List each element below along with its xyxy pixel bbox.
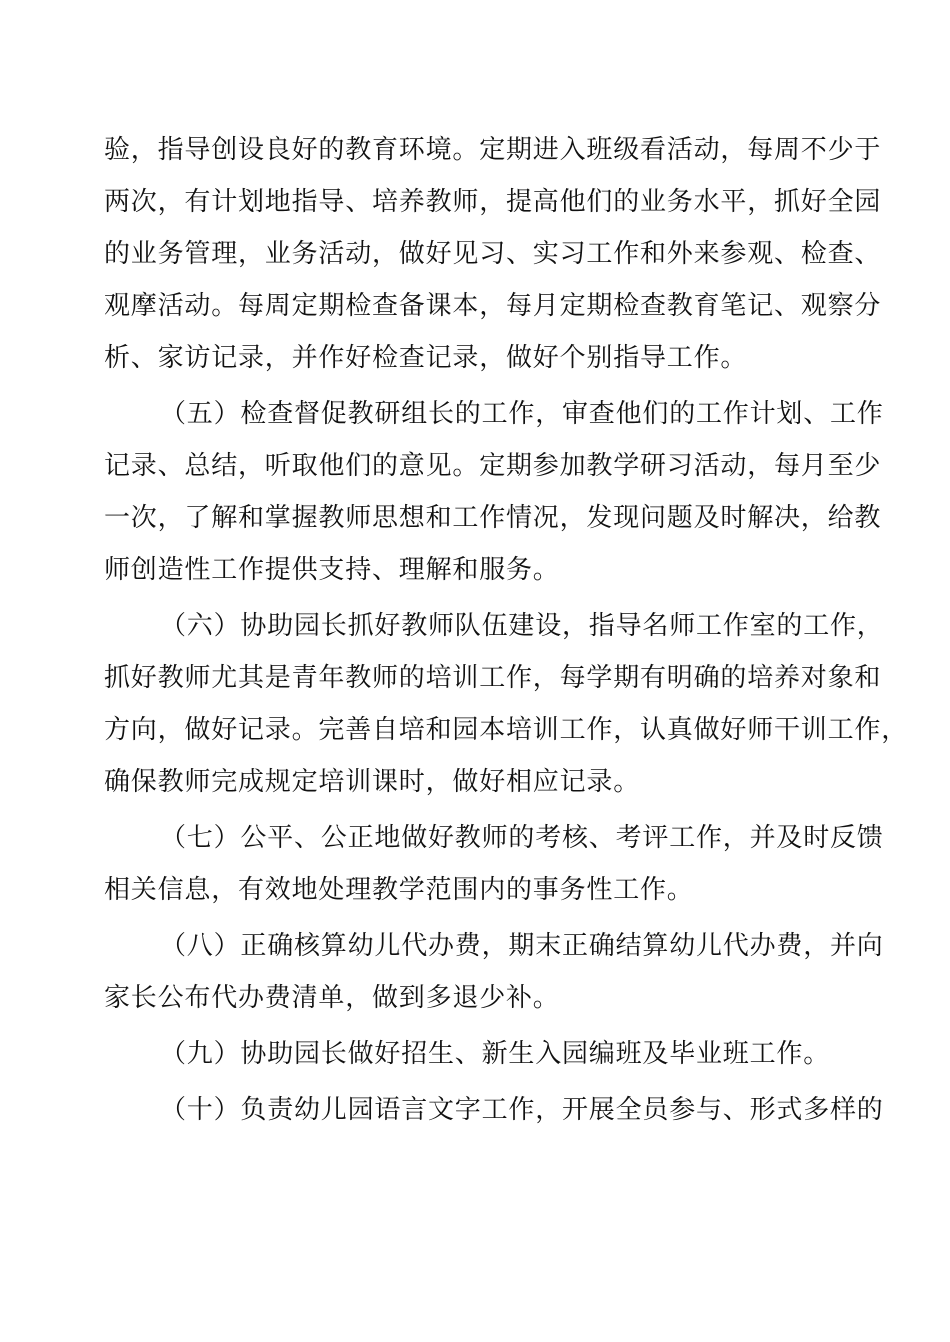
text-line: 两次，有计划地指导、培养教师，提高他们的业务水平，抓好全园	[104, 187, 882, 217]
text-line: 一次，了解和掌握教师思想和工作情况，发现问题及时解决，给教	[104, 503, 882, 533]
document-body	[104, 124, 909, 1140]
paragraph-item-6	[104, 600, 909, 808]
paragraph-item-10	[104, 1084, 884, 1136]
text-line: 观摩活动。每周定期检查备课本，每月定期检查教育笔记、观察分	[104, 291, 882, 321]
text-line: （九）协助园长做好招生、新生入园编班及毕业班工作。	[160, 1039, 831, 1069]
text-line: （十）负责幼儿园语言文字工作，开展全员参与、形式多样的	[160, 1095, 884, 1125]
paragraph-item-5	[104, 388, 884, 596]
text-line: 师创造性工作提供支持、理解和服务。	[104, 555, 560, 585]
text-line: 析、家访记录，并作好检查记录，做好个别指导工作。	[104, 343, 748, 373]
text-line: 家长公布代办费清单，做到多退少补。	[104, 983, 560, 1013]
text-line: 的业务管理，业务活动，做好见习、实习工作和外来参观、检查、	[104, 239, 882, 269]
text-line: 确保教师完成规定培训课时，做好相应记录。	[104, 767, 641, 797]
paragraph-item-7	[104, 812, 884, 916]
text-line: 抓好教师尤其是青年教师的培训工作，每学期有明确的培养对象和	[104, 663, 882, 693]
text-line: 记录、总结，听取他们的意见。定期参加教学研习活动，每月至少	[104, 451, 882, 481]
text-line: （六）协助园长抓好教师队伍建设，指导名师工作室的工作，	[160, 611, 884, 641]
text-line: （八）正确核算幼儿代办费，期末正确结算幼儿代办费，并向	[160, 931, 884, 961]
text-line: 验，指导创设良好的教育环境。定期进入班级看活动，每周不少于	[104, 135, 882, 165]
paragraph-item-8	[104, 920, 884, 1024]
text-line: 方向，做好记录。完善自培和园本培训工作，认真做好师干训工作，	[104, 715, 909, 745]
paragraph-item-9	[104, 1028, 854, 1080]
paragraph-continuation	[104, 124, 882, 384]
text-line: （五）检查督促教研组长的工作，审查他们的工作计划、工作	[160, 399, 884, 429]
text-line: 相关信息，有效地处理教学范围内的事务性工作。	[104, 875, 694, 905]
text-line: （七）公平、公正地做好教师的考核、考评工作，并及时反馈	[160, 823, 884, 853]
